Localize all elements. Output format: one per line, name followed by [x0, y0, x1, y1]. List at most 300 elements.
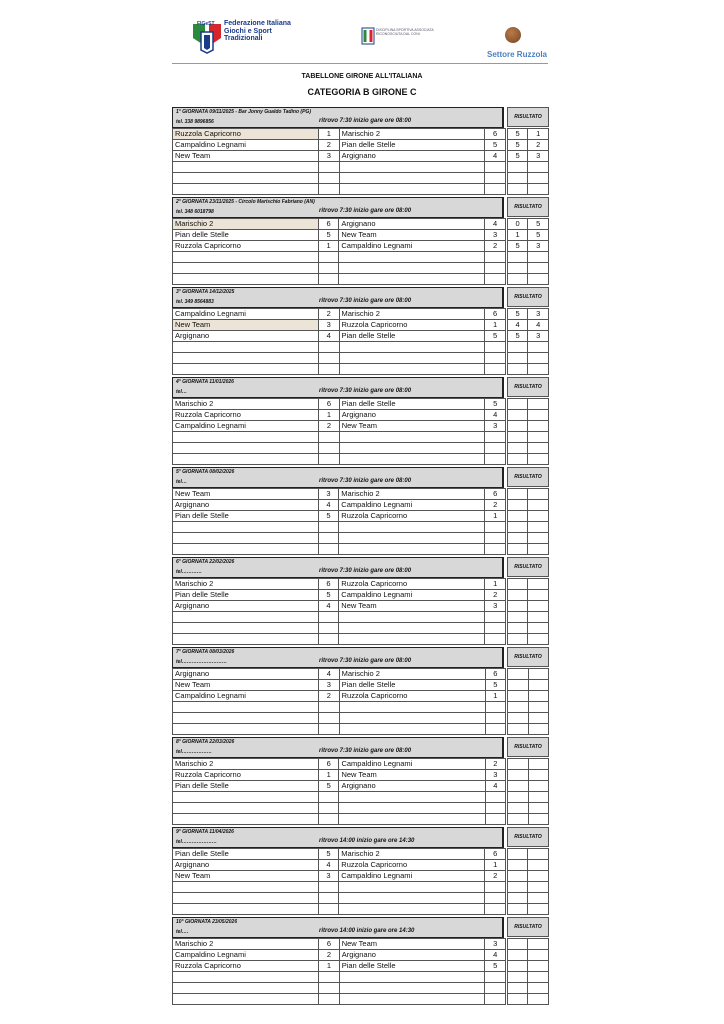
home-number: 6: [319, 399, 340, 410]
away-number: 5: [485, 961, 506, 972]
table-row: [173, 972, 549, 983]
empty-cell: [339, 904, 485, 915]
empty-cell: [485, 263, 506, 274]
home-number: 1: [318, 770, 339, 781]
away-team: Campaldino Legnami: [339, 871, 485, 882]
empty-cell: [485, 994, 506, 1005]
home-team: Pian delle Stelle: [173, 781, 319, 792]
home-number: 6: [318, 579, 339, 590]
away-number: 3: [485, 230, 506, 241]
round-tel: tel………………: [176, 749, 212, 755]
away-number: 5: [485, 680, 506, 691]
empty-cell: [339, 173, 485, 184]
home-team: Marischio 2: [173, 759, 319, 770]
empty-cell: [528, 724, 548, 735]
empty-cell: [507, 184, 528, 195]
table-row: [173, 994, 549, 1005]
round-header: [172, 827, 504, 848]
away-team: Campaldino Legnami: [339, 500, 485, 511]
empty-cell: [485, 544, 506, 555]
empty-cell: [528, 263, 549, 274]
empty-cell: [485, 533, 506, 544]
result-away: [528, 410, 549, 421]
empty-cell: [339, 522, 485, 533]
empty-cell: [173, 972, 319, 983]
table-row: [173, 151, 549, 162]
empty-cell: [318, 274, 339, 285]
result-home: [507, 421, 527, 432]
table-row: [173, 983, 549, 994]
home-team: Campaldino Legnami: [173, 140, 319, 151]
empty-cell: [528, 544, 549, 555]
table-row: [173, 759, 549, 770]
away-number: 4: [485, 781, 506, 792]
result-home: [507, 500, 527, 511]
empty-cell: [508, 803, 528, 814]
away-number: 6: [485, 129, 506, 140]
empty-cell: [528, 893, 549, 904]
table-row: [173, 140, 549, 151]
empty-cell: [173, 634, 319, 645]
away-number: 1: [485, 579, 506, 590]
round-table: [172, 218, 549, 285]
home-number: 3: [318, 320, 339, 331]
empty-cell: [339, 274, 485, 285]
risultato-label: RISULTATO: [507, 737, 549, 757]
empty-cell: [528, 274, 549, 285]
empty-cell: [528, 983, 549, 994]
home-number: 3: [319, 680, 340, 691]
table-row: [173, 579, 549, 590]
empty-cell: [528, 162, 549, 173]
empty-cell: [339, 994, 485, 1005]
empty-cell: [173, 162, 319, 173]
home-number: 4: [318, 860, 339, 871]
empty-cell: [507, 634, 527, 645]
round-title: 5° GIORNATA 08/02/2026: [176, 469, 235, 475]
empty-cell: [508, 702, 528, 713]
empty-cell: [339, 544, 485, 555]
empty-cell: [318, 634, 339, 645]
empty-cell: [173, 443, 319, 454]
home-number: 2: [318, 309, 339, 320]
empty-cell: [485, 454, 506, 465]
empty-cell: [507, 353, 528, 364]
result-away: [528, 489, 549, 500]
empty-cell: [485, 162, 506, 173]
home-number: 6: [319, 939, 340, 950]
empty-cell: [507, 432, 527, 443]
empty-cell: [173, 263, 319, 274]
result-home: [508, 669, 528, 680]
round-title: 10° GIORNATA 23/05/2026: [176, 919, 238, 925]
away-number: 3: [485, 939, 506, 950]
table-row: [173, 364, 549, 375]
home-team: Campaldino Legnami: [173, 950, 319, 961]
result-away: [528, 669, 548, 680]
home-number: 3: [318, 489, 339, 500]
empty-cell: [319, 454, 340, 465]
away-team: Argignano: [339, 410, 485, 421]
empty-cell: [507, 522, 527, 533]
empty-cell: [485, 904, 506, 915]
result-home: [507, 950, 527, 961]
round-block: [172, 647, 549, 737]
table-row: [173, 309, 549, 320]
ruzzola-ball-icon: [505, 27, 521, 43]
empty-cell: [507, 623, 527, 634]
away-number: 2: [485, 590, 506, 601]
round-tel: tel………………………: [176, 659, 227, 665]
result-home: [508, 680, 528, 691]
empty-cell: [318, 612, 339, 623]
risultato-label: RISULTATO: [507, 827, 549, 847]
home-team: Pian delle Stelle: [173, 511, 319, 522]
away-team: Marischio 2: [339, 489, 485, 500]
result-away: [528, 781, 548, 792]
result-away: [528, 961, 549, 972]
empty-cell: [485, 173, 506, 184]
away-number: 1: [485, 511, 506, 522]
empty-cell: [319, 184, 340, 195]
empty-cell: [508, 724, 528, 735]
table-row: [173, 173, 549, 184]
result-away: [528, 849, 549, 860]
home-team: Campaldino Legnami: [173, 691, 319, 702]
empty-cell: [528, 792, 548, 803]
round-block: [172, 287, 549, 377]
away-team: Pian delle Stelle: [339, 331, 485, 342]
round-table: [172, 938, 549, 1005]
result-away: 3: [528, 309, 549, 320]
empty-cell: [485, 713, 506, 724]
empty-cell: [339, 184, 485, 195]
result-away: [528, 399, 549, 410]
round-table: [172, 128, 549, 195]
away-number: 2: [485, 500, 506, 511]
table-row: [173, 950, 549, 961]
empty-cell: [508, 792, 528, 803]
round-table: [172, 398, 549, 465]
table-row: [173, 241, 549, 252]
round-title: 7° GIORNATA 08/03/2026: [176, 649, 235, 655]
empty-cell: [318, 623, 339, 634]
coni-text: DISCIPLINA SPORTIVA ASSOCIATA RICONOSCIUTA DAL CONI: [376, 28, 434, 36]
round-table: [172, 308, 549, 375]
empty-cell: [485, 634, 506, 645]
empty-cell: [339, 724, 485, 735]
home-number: 1: [319, 129, 340, 140]
table-row: [173, 792, 549, 803]
empty-cell: [173, 702, 319, 713]
empty-cell: [318, 522, 339, 533]
empty-cell: [485, 522, 506, 533]
round-block: [172, 917, 549, 1007]
result-home: [507, 489, 527, 500]
round-ritrovo: ritrovo 7:30 inizio gare ore 08:00: [319, 568, 412, 574]
round-table: [172, 668, 549, 735]
result-home: [507, 871, 527, 882]
empty-cell: [339, 162, 485, 173]
result-home: [507, 511, 527, 522]
home-team: Pian delle Stelle: [173, 849, 319, 860]
empty-cell: [318, 353, 339, 364]
round-block: [172, 197, 549, 287]
round-tel: tel…………………: [176, 839, 217, 845]
round-tel: tel…: [176, 389, 187, 395]
empty-cell: [173, 432, 319, 443]
empty-cell: [173, 803, 319, 814]
empty-cell: [339, 882, 485, 893]
result-home: 5: [507, 241, 528, 252]
round-table: [172, 758, 549, 825]
table-row: [173, 522, 549, 533]
home-number: 3: [319, 151, 340, 162]
empty-cell: [507, 612, 527, 623]
empty-cell: [339, 533, 485, 544]
round-table: [172, 848, 549, 915]
home-team: Ruzzola Capricorno: [173, 241, 319, 252]
away-number: 6: [485, 309, 506, 320]
home-team: Argignano: [173, 669, 319, 680]
home-team: Marischio 2: [173, 219, 319, 230]
empty-cell: [318, 364, 339, 375]
empty-cell: [485, 983, 506, 994]
result-home: [507, 939, 527, 950]
table-row: [173, 511, 549, 522]
table-row: [173, 129, 549, 140]
table-row: [173, 814, 549, 825]
table-row: [173, 544, 549, 555]
table-row: [173, 724, 549, 735]
table-row: [173, 432, 549, 443]
result-away: 2: [528, 140, 549, 151]
empty-cell: [339, 972, 485, 983]
risultato-label: RISULTATO: [507, 917, 549, 937]
round-header: [172, 467, 504, 488]
table-row: [173, 849, 549, 860]
empty-cell: [319, 162, 340, 173]
round-ritrovo: ritrovo 7:30 inizio gare ore 08:00: [319, 208, 412, 214]
empty-cell: [339, 263, 485, 274]
home-number: 4: [318, 601, 339, 612]
result-away: [528, 500, 549, 511]
coni-logo: [361, 27, 375, 45]
empty-cell: [508, 814, 528, 825]
round-header: [172, 287, 504, 308]
away-team: New Team: [339, 230, 485, 241]
empty-cell: [339, 893, 485, 904]
header-divider: [172, 63, 548, 64]
empty-cell: [528, 904, 549, 915]
table-row: [173, 399, 549, 410]
result-away: [528, 421, 549, 432]
home-team: Marischio 2: [173, 399, 319, 410]
empty-cell: [339, 364, 485, 375]
empty-cell: [507, 252, 528, 263]
away-team: New Team: [339, 939, 485, 950]
empty-cell: [339, 353, 485, 364]
empty-cell: [507, 893, 527, 904]
empty-cell: [319, 432, 340, 443]
empty-cell: [339, 803, 485, 814]
round-table: [172, 578, 549, 645]
table-row: [173, 939, 549, 950]
empty-cell: [173, 882, 319, 893]
result-home: [507, 961, 527, 972]
empty-cell: [528, 623, 549, 634]
result-home: 0: [507, 219, 528, 230]
empty-cell: [339, 634, 485, 645]
home-team: Ruzzola Capricorno: [173, 961, 319, 972]
empty-cell: [319, 713, 340, 724]
round-header: [172, 647, 504, 668]
empty-cell: [339, 814, 485, 825]
result-away: 3: [528, 241, 549, 252]
home-team: New Team: [173, 680, 319, 691]
empty-cell: [485, 702, 506, 713]
table-row: [173, 252, 549, 263]
away-team: Ruzzola Capricorno: [339, 860, 485, 871]
result-home: 1: [507, 230, 528, 241]
empty-cell: [528, 364, 549, 375]
result-away: 3: [528, 151, 549, 162]
home-number: 3: [318, 871, 339, 882]
empty-cell: [318, 893, 339, 904]
away-number: 5: [485, 399, 506, 410]
round-ritrovo: ritrovo 7:30 inizio gare ore 08:00: [319, 388, 412, 394]
away-team: Campaldino Legnami: [339, 759, 485, 770]
empty-cell: [507, 364, 528, 375]
home-team: Argignano: [173, 860, 319, 871]
empty-cell: [528, 533, 549, 544]
empty-cell: [528, 353, 549, 364]
away-number: 5: [485, 331, 506, 342]
home-number: 2: [319, 950, 340, 961]
result-home: 5: [507, 309, 528, 320]
round-title: 1° GIORNATA 09/11/2025 - Bar Jonny Gualdo Tadino (PG): [176, 109, 311, 115]
round-block: [172, 737, 549, 827]
result-away: [528, 579, 549, 590]
table-row: [173, 489, 549, 500]
result-home: [507, 849, 527, 860]
round-tel: tel. 348 6018798: [176, 209, 214, 215]
home-team: Pian delle Stelle: [173, 230, 319, 241]
round-tel: tel…: [176, 479, 187, 485]
empty-cell: [485, 432, 506, 443]
round-title: 3° GIORNATA 14/12/2025: [176, 289, 235, 295]
table-row: [173, 691, 549, 702]
empty-cell: [318, 533, 339, 544]
home-number: 4: [318, 331, 339, 342]
empty-cell: [507, 972, 527, 983]
empty-cell: [339, 983, 485, 994]
empty-cell: [528, 173, 549, 184]
home-number: 5: [318, 849, 339, 860]
empty-cell: [485, 893, 506, 904]
round-title: 2° GIORNATA 23/11/2025 - Circolo Marischio Fabriano (AN): [176, 199, 315, 205]
away-team: New Team: [339, 601, 485, 612]
round-header: [172, 917, 504, 938]
risultato-label: RISULTATO: [507, 377, 549, 397]
empty-cell: [173, 353, 319, 364]
result-home: [507, 410, 527, 421]
table-row: [173, 634, 549, 645]
result-home: [507, 860, 527, 871]
table-row: [173, 601, 549, 612]
empty-cell: [173, 983, 319, 994]
result-away: [528, 601, 549, 612]
home-team: Argignano: [173, 601, 319, 612]
risultato-label: RISULTATO: [507, 467, 549, 487]
away-number: 2: [485, 241, 506, 252]
result-home: 5: [507, 151, 528, 162]
empty-cell: [339, 623, 485, 634]
table-row: [173, 669, 549, 680]
table-row: [173, 184, 549, 195]
round-ritrovo: ritrovo 7:30 inizio gare ore 08:00: [319, 298, 412, 304]
table-row: [173, 274, 549, 285]
empty-cell: [339, 443, 485, 454]
risultato-label: RISULTATO: [507, 287, 549, 307]
round-header: [172, 737, 504, 758]
round-ritrovo: ritrovo 14:00 inizio gare ore 14:30: [319, 838, 415, 844]
away-number: 6: [485, 849, 506, 860]
figest-abbr: FIGeST: [197, 21, 215, 27]
empty-cell: [507, 342, 528, 353]
empty-cell: [528, 454, 549, 465]
empty-cell: [485, 814, 506, 825]
document-title: TABELLONE GIRONE ALL'ITALIANA: [301, 73, 423, 80]
result-home: [508, 691, 528, 702]
away-number: 4: [485, 219, 506, 230]
home-number: 2: [319, 691, 340, 702]
away-number: 4: [485, 410, 506, 421]
empty-cell: [485, 353, 506, 364]
home-team: New Team: [173, 151, 319, 162]
empty-cell: [485, 623, 506, 634]
home-team: Marischio 2: [173, 579, 319, 590]
round-block: [172, 827, 549, 917]
table-row: [173, 882, 549, 893]
empty-cell: [485, 882, 506, 893]
table-row: [173, 454, 549, 465]
round-ritrovo: ritrovo 14:00 inizio gare ore 14:30: [319, 928, 415, 934]
empty-cell: [507, 274, 528, 285]
empty-cell: [528, 252, 549, 263]
home-team: Campaldino Legnami: [173, 421, 319, 432]
home-number: 5: [318, 781, 339, 792]
empty-cell: [173, 623, 319, 634]
empty-cell: [485, 803, 506, 814]
home-team: Campaldino Legnami: [173, 309, 319, 320]
table-row: [173, 781, 549, 792]
empty-cell: [318, 882, 339, 893]
round-title: 6° GIORNATA 22/02/2026: [176, 559, 235, 565]
table-row: [173, 803, 549, 814]
home-number: 5: [318, 590, 339, 601]
table-row: [173, 331, 549, 342]
away-number: 3: [485, 601, 506, 612]
round-tel: tel….: [176, 929, 189, 935]
risultato-label: RISULTATO: [507, 647, 549, 667]
home-team: New Team: [173, 871, 319, 882]
federation-name: Federazione Italiana Giochi e Sport Tradizionali: [224, 20, 291, 42]
home-number: 2: [319, 140, 340, 151]
empty-cell: [319, 724, 340, 735]
table-row: [173, 893, 549, 904]
empty-cell: [173, 893, 319, 904]
